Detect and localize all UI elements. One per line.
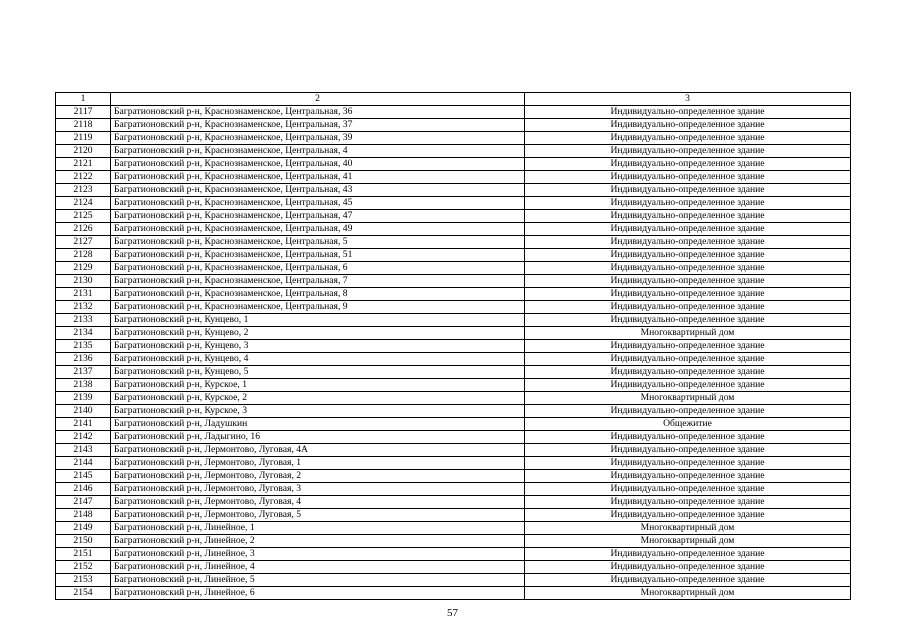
object-type-cell: Индивидуально-определенное здание — [525, 509, 851, 522]
row-number-cell: 2119 — [56, 132, 111, 145]
address-cell: Багратионовский р-н, Кунцево, 2 — [111, 327, 525, 340]
table-row — [56, 535, 851, 548]
row-number-cell: 2128 — [56, 249, 111, 262]
column-number-2: 2 — [111, 93, 525, 106]
address-cell: Багратионовский р-н, Кунцево, 5 — [111, 366, 525, 379]
table-row — [56, 132, 851, 145]
table-row — [56, 392, 851, 405]
row-number-cell: 2138 — [56, 379, 111, 392]
address-cell: Багратионовский р-н, Краснознаменское, Центральная, 8 — [111, 288, 525, 301]
object-type-cell: Индивидуально-определенное здание — [525, 301, 851, 314]
address-cell: Багратионовский р-н, Краснознаменское, Центральная, 4 — [111, 145, 525, 158]
row-number-cell: 2143 — [56, 444, 111, 457]
address-cell: Багратионовский р-н, Краснознаменское, Центральная, 39 — [111, 132, 525, 145]
address-cell: Багратионовский р-н, Линейное, 2 — [111, 535, 525, 548]
page-number: 57 — [447, 607, 458, 619]
row-number-cell: 2120 — [56, 145, 111, 158]
table-row — [56, 119, 851, 132]
table-row — [56, 366, 851, 379]
row-number-cell: 2129 — [56, 262, 111, 275]
address-cell: Багратионовский р-н, Краснознаменское, Центральная, 7 — [111, 275, 525, 288]
row-number-cell: 2127 — [56, 236, 111, 249]
object-type-cell: Индивидуально-определенное здание — [525, 275, 851, 288]
row-number-cell: 2140 — [56, 405, 111, 418]
address-cell: Багратионовский р-н, Краснознаменское, Центральная, 5 — [111, 236, 525, 249]
row-number-cell: 2130 — [56, 275, 111, 288]
table-row — [56, 171, 851, 184]
row-number-cell: 2134 — [56, 327, 111, 340]
object-type-cell: Индивидуально-определенное здание — [525, 405, 851, 418]
registry-table — [55, 92, 851, 600]
table-row — [56, 405, 851, 418]
row-number-cell: 2121 — [56, 158, 111, 171]
object-type-cell: Индивидуально-определенное здание — [525, 262, 851, 275]
column-number-row — [56, 93, 851, 106]
object-type-cell: Индивидуально-определенное здание — [525, 574, 851, 587]
address-cell: Багратионовский р-н, Краснознаменское, Центральная, 49 — [111, 223, 525, 236]
address-cell: Багратионовский р-н, Линейное, 3 — [111, 548, 525, 561]
row-number-cell: 2118 — [56, 119, 111, 132]
object-type-cell: Многоквартирный дом — [525, 392, 851, 405]
table-row — [56, 522, 851, 535]
table-row — [56, 210, 851, 223]
object-type-cell: Многоквартирный дом — [525, 587, 851, 600]
object-type-cell: Индивидуально-определенное здание — [525, 379, 851, 392]
table-row — [56, 197, 851, 210]
table-row — [56, 106, 851, 119]
table-row — [56, 353, 851, 366]
object-type-cell: Индивидуально-определенное здание — [525, 158, 851, 171]
table-row — [56, 496, 851, 509]
table-row — [56, 340, 851, 353]
table-row — [56, 249, 851, 262]
table-row — [56, 509, 851, 522]
row-number-cell: 2150 — [56, 535, 111, 548]
object-type-cell: Индивидуально-определенное здание — [525, 171, 851, 184]
table-row — [56, 470, 851, 483]
row-number-cell: 2125 — [56, 210, 111, 223]
table-row — [56, 431, 851, 444]
object-type-cell: Индивидуально-определенное здание — [525, 314, 851, 327]
table-row — [56, 574, 851, 587]
table-row — [56, 379, 851, 392]
object-type-cell: Многоквартирный дом — [525, 535, 851, 548]
column-number-1: 1 — [56, 93, 111, 106]
address-cell: Багратионовский р-н, Линейное, 1 — [111, 522, 525, 535]
object-type-cell: Индивидуально-определенное здание — [525, 353, 851, 366]
address-cell: Багратионовский р-н, Линейное, 4 — [111, 561, 525, 574]
row-number-cell: 2124 — [56, 197, 111, 210]
row-number-cell: 2132 — [56, 301, 111, 314]
object-type-cell: Индивидуально-определенное здание — [525, 145, 851, 158]
address-cell: Багратионовский р-н, Лермонтово, Луговая, 2 — [111, 470, 525, 483]
object-type-cell: Индивидуально-определенное здание — [525, 496, 851, 509]
table-row — [56, 223, 851, 236]
address-cell: Багратионовский р-н, Краснознаменское, Центральная, 45 — [111, 197, 525, 210]
address-cell: Багратионовский р-н, Лермонтово, Луговая, 4 — [111, 496, 525, 509]
address-cell: Багратионовский р-н, Линейное, 5 — [111, 574, 525, 587]
table-row — [56, 548, 851, 561]
object-type-cell: Индивидуально-определенное здание — [525, 457, 851, 470]
row-number-cell: 2145 — [56, 470, 111, 483]
object-type-cell: Многоквартирный дом — [525, 327, 851, 340]
row-number-cell: 2123 — [56, 184, 111, 197]
table-row — [56, 301, 851, 314]
table-row — [56, 158, 851, 171]
address-cell: Багратионовский р-н, Кунцево, 3 — [111, 340, 525, 353]
table-row — [56, 262, 851, 275]
address-cell: Багратионовский р-н, Краснознаменское, Центральная, 9 — [111, 301, 525, 314]
address-cell: Багратионовский р-н, Ладушкин — [111, 418, 525, 431]
object-type-cell: Индивидуально-определенное здание — [525, 431, 851, 444]
row-number-cell: 2146 — [56, 483, 111, 496]
object-type-cell: Общежитие — [525, 418, 851, 431]
object-type-cell: Индивидуально-определенное здание — [525, 340, 851, 353]
object-type-cell: Индивидуально-определенное здание — [525, 184, 851, 197]
row-number-cell: 2144 — [56, 457, 111, 470]
row-number-cell: 2126 — [56, 223, 111, 236]
object-type-cell: Индивидуально-определенное здание — [525, 106, 851, 119]
address-cell: Багратионовский р-н, Лермонтово, Луговая, 3 — [111, 483, 525, 496]
row-number-cell: 2135 — [56, 340, 111, 353]
table-row — [56, 236, 851, 249]
column-number-3: 3 — [525, 93, 851, 106]
table-body — [56, 93, 851, 600]
address-cell: Багратионовский р-н, Лермонтово, Луговая, 1 — [111, 457, 525, 470]
table-row — [56, 327, 851, 340]
row-number-cell: 2148 — [56, 509, 111, 522]
table-row — [56, 145, 851, 158]
object-type-cell: Индивидуально-определенное здание — [525, 561, 851, 574]
row-number-cell: 2152 — [56, 561, 111, 574]
table-row — [56, 184, 851, 197]
object-type-cell: Индивидуально-определенное здание — [525, 197, 851, 210]
address-cell: Багратионовский р-н, Ладыгино, 16 — [111, 431, 525, 444]
address-cell: Багратионовский р-н, Краснознаменское, Центральная, 36 — [111, 106, 525, 119]
object-type-cell: Индивидуально-определенное здание — [525, 236, 851, 249]
row-number-cell: 2147 — [56, 496, 111, 509]
row-number-cell: 2151 — [56, 548, 111, 561]
address-cell: Багратионовский р-н, Краснознаменское, Центральная, 40 — [111, 158, 525, 171]
row-number-cell: 2153 — [56, 574, 111, 587]
table-row — [56, 561, 851, 574]
object-type-cell: Индивидуально-определенное здание — [525, 132, 851, 145]
row-number-cell: 2133 — [56, 314, 111, 327]
object-type-cell: Многоквартирный дом — [525, 522, 851, 535]
object-type-cell: Индивидуально-определенное здание — [525, 366, 851, 379]
address-cell: Багратионовский р-н, Краснознаменское, Центральная, 41 — [111, 171, 525, 184]
table-row — [56, 587, 851, 600]
row-number-cell: 2141 — [56, 418, 111, 431]
row-number-cell: 2131 — [56, 288, 111, 301]
table-row — [56, 275, 851, 288]
address-cell: Багратионовский р-н, Краснознаменское, Центральная, 43 — [111, 184, 525, 197]
table-row — [56, 457, 851, 470]
row-number-cell: 2122 — [56, 171, 111, 184]
row-number-cell: 2154 — [56, 587, 111, 600]
object-type-cell: Индивидуально-определенное здание — [525, 444, 851, 457]
address-cell: Багратионовский р-н, Курское, 2 — [111, 392, 525, 405]
row-number-cell: 2149 — [56, 522, 111, 535]
row-number-cell: 2139 — [56, 392, 111, 405]
address-cell: Багратионовский р-н, Лермонтово, Луговая, 5 — [111, 509, 525, 522]
address-cell: Багратионовский р-н, Линейное, 6 — [111, 587, 525, 600]
object-type-cell: Индивидуально-определенное здание — [525, 548, 851, 561]
object-type-cell: Индивидуально-определенное здание — [525, 483, 851, 496]
row-number-cell: 2117 — [56, 106, 111, 119]
object-type-cell: Индивидуально-определенное здание — [525, 210, 851, 223]
address-cell: Багратионовский р-н, Кунцево, 1 — [111, 314, 525, 327]
object-type-cell: Индивидуально-определенное здание — [525, 288, 851, 301]
row-number-cell: 2137 — [56, 366, 111, 379]
table-row — [56, 314, 851, 327]
table-row — [56, 288, 851, 301]
address-cell: Багратионовский р-н, Курское, 1 — [111, 379, 525, 392]
row-number-cell: 2142 — [56, 431, 111, 444]
address-cell: Багратионовский р-н, Кунцево, 4 — [111, 353, 525, 366]
address-cell: Багратионовский р-н, Краснознаменское, Центральная, 47 — [111, 210, 525, 223]
object-type-cell: Индивидуально-определенное здание — [525, 119, 851, 132]
address-cell: Багратионовский р-н, Краснознаменское, Центральная, 37 — [111, 119, 525, 132]
object-type-cell: Индивидуально-определенное здание — [525, 223, 851, 236]
row-number-cell: 2136 — [56, 353, 111, 366]
table-row — [56, 483, 851, 496]
address-cell: Багратионовский р-н, Курское, 3 — [111, 405, 525, 418]
address-cell: Багратионовский р-н, Лермонтово, Луговая, 4А — [111, 444, 525, 457]
address-cell: Багратионовский р-н, Краснознаменское, Центральная, 51 — [111, 249, 525, 262]
object-type-cell: Индивидуально-определенное здание — [525, 249, 851, 262]
table-row — [56, 444, 851, 457]
table-row — [56, 418, 851, 431]
address-cell: Багратионовский р-н, Краснознаменское, Центральная, 6 — [111, 262, 525, 275]
object-type-cell: Индивидуально-определенное здание — [525, 470, 851, 483]
